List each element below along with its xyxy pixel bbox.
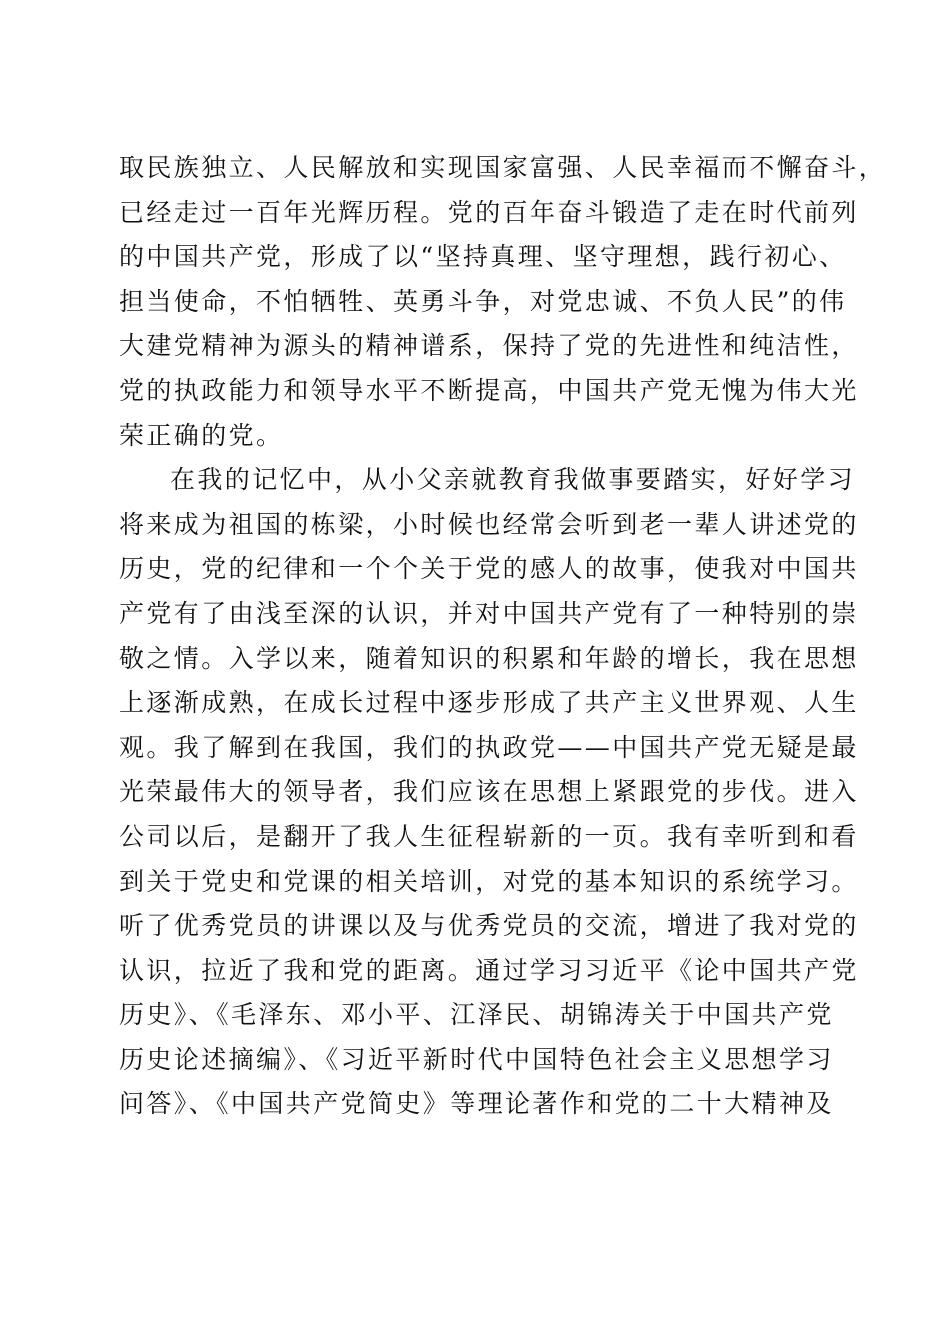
text-line: 听了优秀党员的讲课以及与优秀党员的交流，增进了我对党的 xyxy=(119,911,859,941)
text-line: 敬之情。入学以来，随着知识的积累和年龄的增长，我在思想 xyxy=(119,643,859,673)
paragraph-1 xyxy=(119,146,887,458)
text-line: 上逐渐成熟，在成长过程中逐步形成了共产主义世界观、人生 xyxy=(119,688,859,718)
text-line: 将来成为祖国的栋梁，小时候也经常会听到老一辈人讲述党的 xyxy=(119,509,859,539)
text-line: 在我的记忆中，从小父亲就教育我做事要踏实，好好学习 xyxy=(170,465,856,495)
text-line: 荣正确的党。 xyxy=(119,420,284,450)
text-line: 产党有了由浅至深的认识，并对中国共产党有了一种特别的崇 xyxy=(119,598,859,628)
text-line: 光荣最伟大的领导者，我们应该在思想上紧跟党的步伐。进入 xyxy=(119,777,859,807)
text-line: 党的执政能力和领导水平不断提高，中国共产党无愧为伟大光 xyxy=(119,375,859,405)
text-line: 到关于党史和党课的相关培训，对党的基本知识的系统学习。 xyxy=(119,866,859,896)
paragraph-2 xyxy=(119,458,859,1127)
text-line: 取民族独立、人民解放和实现国家富强、人民幸福而不懈奋斗， xyxy=(119,153,887,182)
text-line: 观。我了解到在我国，我们的执政党——中国共产党无疑是最 xyxy=(119,732,859,762)
text-line: 大建党精神为源头的精神谱系，保持了党的先进性和纯洁性， xyxy=(119,331,859,361)
text-line: 问答》、《中国共产党简史》等理论著作和党的二十大精神及 xyxy=(119,1089,834,1119)
text-line: 历史，党的纪律和一个个关于党的感人的故事，使我对中国共 xyxy=(119,554,859,584)
text-line: 公司以后，是翻开了我人生征程崭新的一页。我有幸听到和看 xyxy=(119,821,859,851)
text-line: 已经走过一百年光辉历程。党的百年奋斗锻造了走在时代前列 xyxy=(119,197,859,227)
text-line: 认识，拉近了我和党的距离。通过学习习近平《论中国共产党 xyxy=(119,955,859,985)
body-text xyxy=(119,146,887,1127)
text-line: 担当使命，不怕牺牲、英勇斗争，对党忠诚、不负人民”的伟 xyxy=(119,286,847,316)
text-line: 历史》、《毛泽东、邓小平、江泽民、胡锦涛关于中国共产党 xyxy=(119,1000,834,1030)
text-line: 的中国共产党，形成了以“坚持真理、坚守理想，践行初心、 xyxy=(119,242,847,272)
text-line: 历史论述摘编》、《习近平新时代中国特色社会主义思想学习 xyxy=(119,1044,834,1074)
